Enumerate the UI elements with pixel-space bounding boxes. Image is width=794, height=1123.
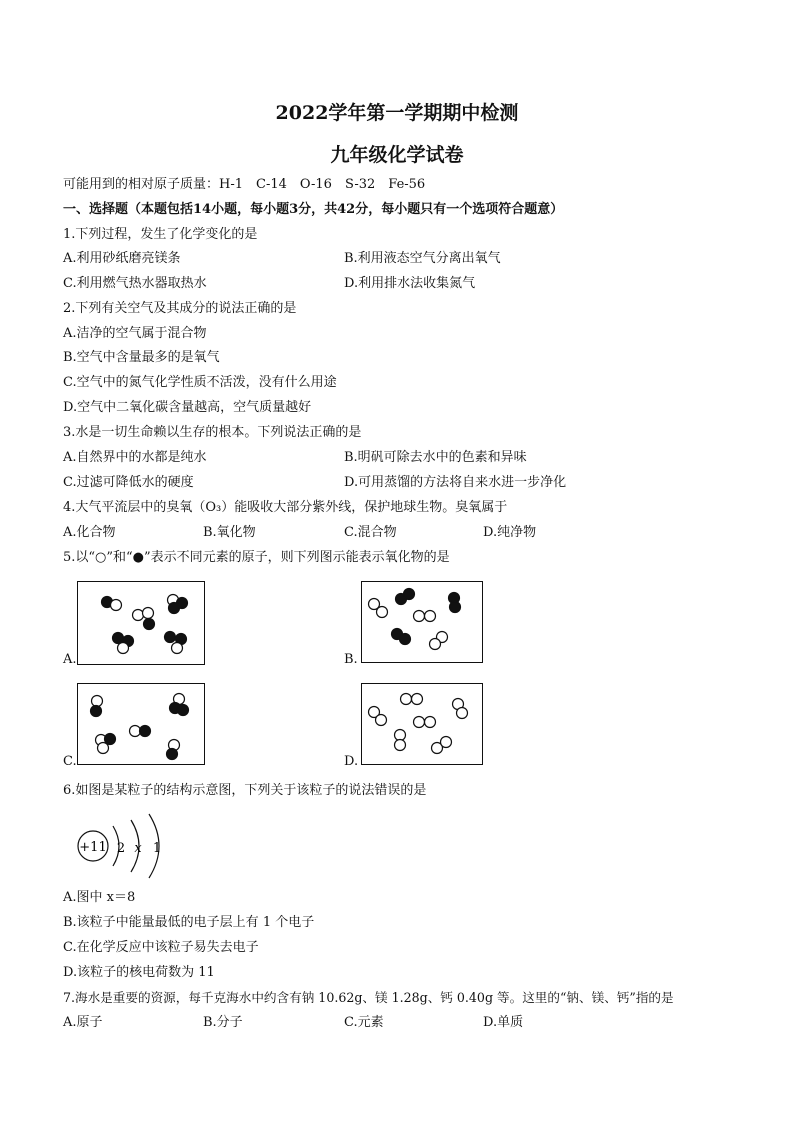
molecule-diagram-c [78,684,204,764]
exam-subtitle: 九年级化学试卷 [330,144,464,166]
q3-option-a: A.自然界中的水都是纯水 [63,450,207,465]
q1-option-c: C.利用燃气热水器取热水 [63,276,207,291]
q5-option-c-label: C. [63,754,77,769]
q6-stem: 6.如图是某粒子的结构示意图，下列关于该粒子的说法错误的是 [63,783,427,798]
q6-option-d: D.该粒子的核电荷数为 11 [63,965,215,980]
atomic-structure-diagram [73,808,173,888]
q4-option-c: C.混合物 [344,525,397,540]
q7-option-d: D.单质 [483,1015,524,1030]
section-heading: 一、选择题（本题包括14小题，每小题3分，共42分，每小题只有一个选项符合题意） [63,202,564,217]
exam-title: 2022学年第一学期期中检测 [275,102,519,124]
q1-stem: 1.下列过程，发生了化学变化的是 [63,227,258,242]
shell-3-electrons: 1 [152,841,162,856]
q2-option-b: B.空气中含量最多的是氧气 [63,350,220,365]
q3-stem: 3.水是一切生命赖以生存的根本。下列说法正确的是 [63,425,362,440]
q3-option-b: B.明矾可除去水中的色素和异味 [344,450,527,465]
q5-option-c-diagram [77,683,205,765]
q2-stem: 2.下列有关空气及其成分的说法正确的是 [63,301,297,316]
q4-stem: 4.大气平流层中的臭氧（O₃）能吸收大部分紫外线，保护地球生物。臭氧属于 [63,500,508,515]
nucleus-charge: +11 [79,840,107,855]
q2-option-d: D.空气中二氧化碳含量越高，空气质量越好 [63,400,312,415]
q6-option-c: C.在化学反应中该粒子易失去电子 [63,940,259,955]
q7-option-c: C.元素 [344,1015,384,1030]
q5-option-b-label: B. [344,652,358,667]
q3-option-d: D.可用蒸馏的方法将自来水进一步净化 [344,475,567,490]
q5-option-a-label: A. [63,652,77,667]
q5-option-d-diagram [361,683,483,765]
q2-option-c: C.空气中的氮气化学性质不活泼，没有什么用途 [63,375,337,390]
q6-option-b: B.该粒子中能量最低的电子层上有 1 个电子 [63,915,315,930]
q4-option-a: A.化合物 [63,525,116,540]
q7-option-a: A.原子 [63,1015,103,1030]
q5-option-b-diagram [361,581,483,663]
molecule-diagram-b [362,582,482,662]
q7-option-b: B.分子 [203,1015,243,1030]
q7-stem: 7.海水是重要的资源，每千克海水中约含有钠 10.62g、镁 1.28g、钙 0.40g 等。这里的“钠、镁、钙”指的是 [63,990,674,1005]
q3-option-c: C.过滤可降低水的硬度 [63,475,194,490]
shell-2-electrons: x [134,841,142,856]
shell-1-electrons: 2 [116,841,126,856]
atomic-mass-note: 可能用到的相对原子质量：H-1 C-14 O-16 S-32 Fe-56 [63,177,426,192]
molecule-diagram-d [362,684,482,764]
q6-option-a: A.图中 x＝8 [63,890,136,905]
q1-option-a: A.利用砂纸磨亮镁条 [63,251,181,266]
q1-option-b: B.利用液态空气分离出氧气 [344,251,501,266]
q5-option-d-label: D. [344,754,359,769]
q4-option-d: D.纯净物 [483,525,537,540]
q5-option-a-diagram [77,581,205,665]
molecule-diagram-a [78,582,204,664]
q1-option-d: D.利用排水法收集氮气 [344,276,476,291]
q2-option-a: A.洁净的空气属于混合物 [63,326,207,341]
q4-option-b: B.氧化物 [203,525,256,540]
q5-stem: 5.以“○”和“●”表示不同元素的原子，则下列图示能表示氧化物的是 [63,550,450,565]
